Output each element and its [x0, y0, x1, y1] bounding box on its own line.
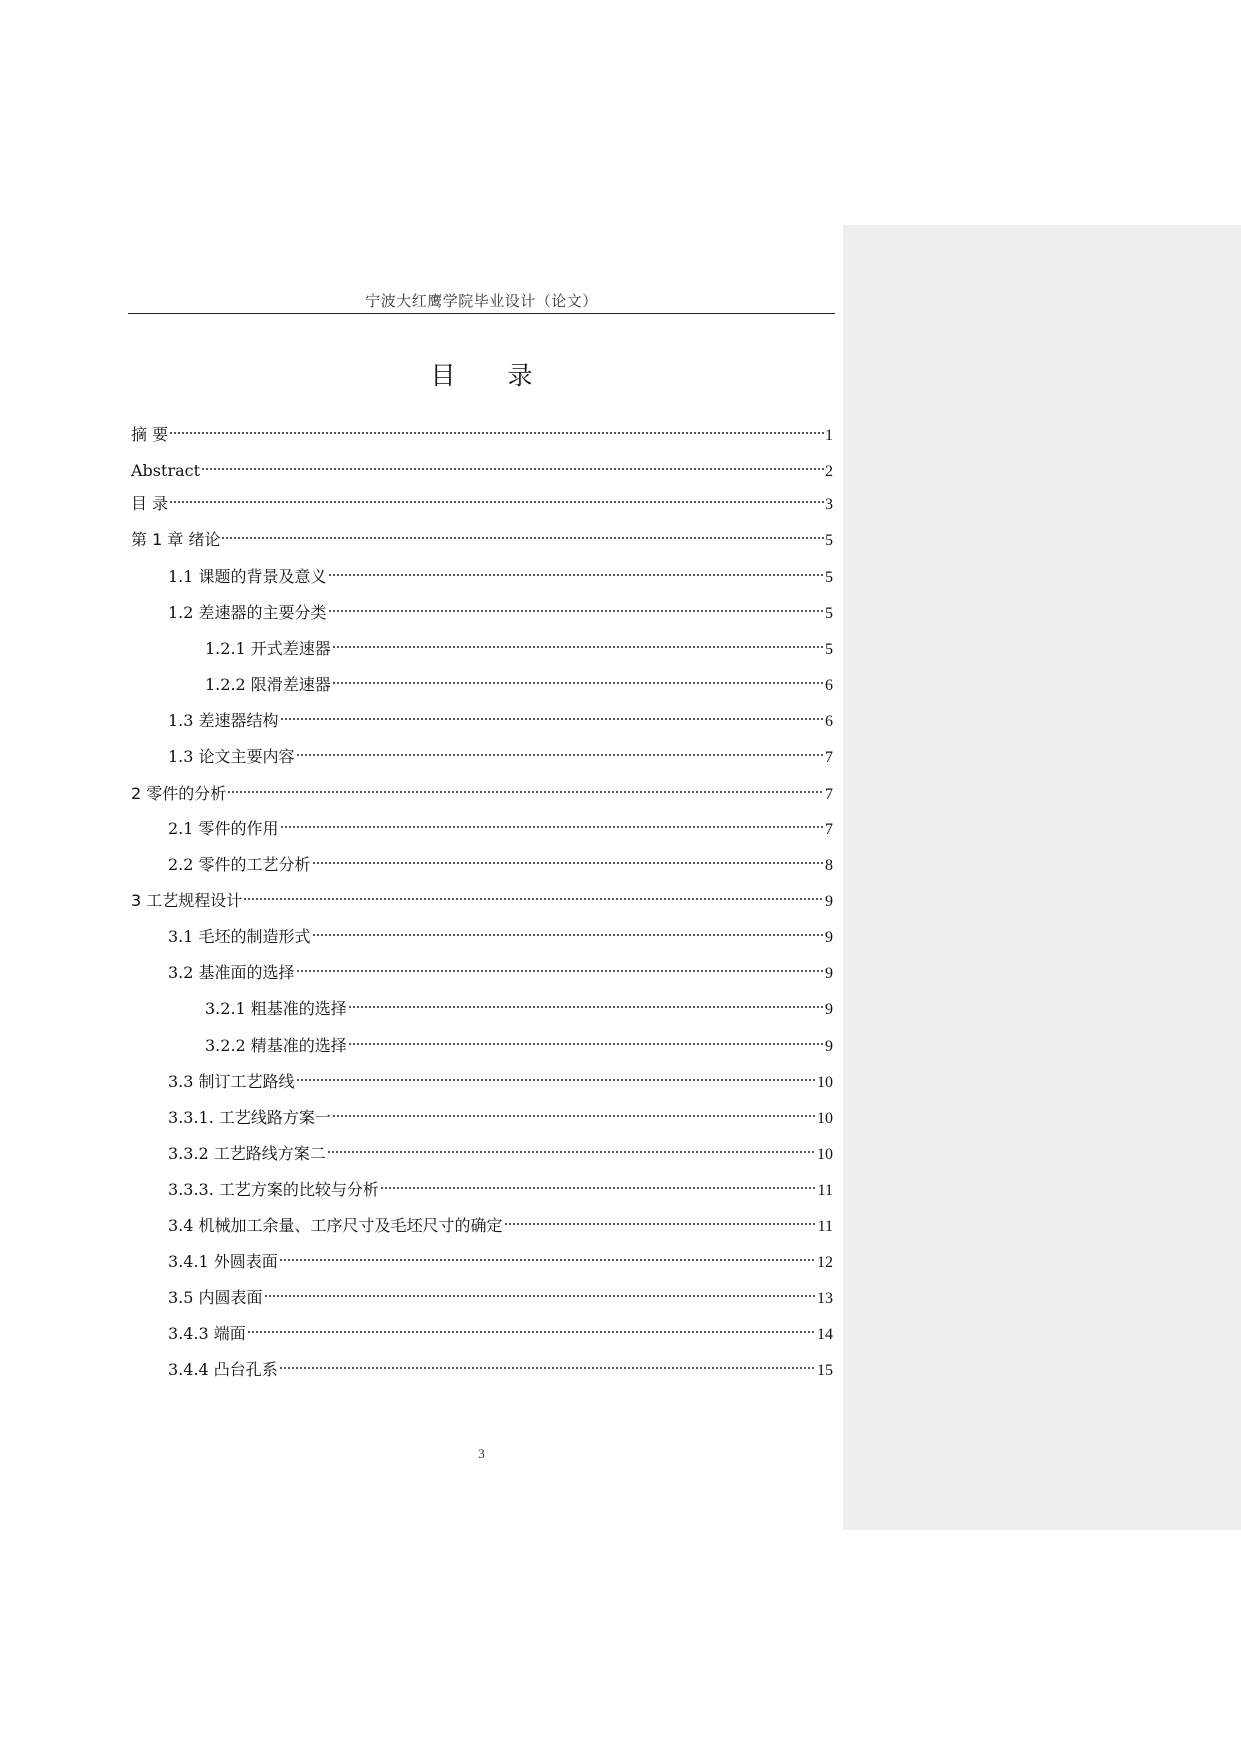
toc-entry-page: 5: [825, 605, 833, 622]
toc-leader: [243, 896, 824, 902]
toc-entry-1-3-content[interactable]: [168, 746, 833, 768]
toc-leader: [504, 1221, 817, 1227]
toc-leader: [169, 430, 824, 436]
toc-entry-1-3[interactable]: [168, 710, 833, 732]
toc-leader: [348, 1041, 824, 1047]
toc-leader: [296, 752, 824, 758]
toc-entry-label: 2 零件的分析: [131, 784, 227, 803]
toc-leader: [227, 789, 824, 795]
toc-leader: [279, 1365, 816, 1371]
toc-entry-3-3-1[interactable]: [168, 1107, 833, 1129]
toc-entry-1-1[interactable]: [168, 566, 833, 588]
toc-entry-3-3[interactable]: [168, 1071, 833, 1093]
toc-entry-label: 目 录: [131, 494, 169, 513]
toc-entry-1-2[interactable]: [168, 602, 833, 624]
toc-entry-label: 1.2.1 开式差速器: [205, 639, 331, 658]
toc-entry-label: 3.1 毛坯的制造形式: [168, 927, 311, 946]
toc-entry-page: 5: [825, 569, 833, 586]
toc-entry-label: 摘 要: [131, 425, 169, 444]
toc-entry-label: 3.2.1 粗基准的选择: [205, 999, 347, 1018]
toc-leader: [264, 1293, 816, 1299]
toc-entry-page: 11: [817, 1218, 833, 1235]
toc-entry-page: 11: [817, 1182, 833, 1199]
toc-entry-page: 14: [817, 1326, 833, 1343]
toc-entry-page: 6: [825, 677, 833, 694]
toc-entry-page: 5: [825, 641, 833, 658]
toc-entry-3-5[interactable]: [168, 1287, 833, 1309]
toc-entry-label: 1.2.2 限滑差速器: [205, 675, 331, 694]
toc-entry-page: 10: [817, 1146, 833, 1163]
toc-entry-page: 13: [817, 1290, 833, 1307]
toc-leader: [279, 1257, 816, 1263]
toc-entry-label: 3.3.2 工艺路线方案二: [168, 1144, 326, 1163]
toc-entry-label: 3.4 机械加工余量、工序尺寸及毛坯尺寸的确定: [168, 1216, 503, 1235]
toc-entry-3-4-4[interactable]: [168, 1359, 833, 1381]
toc-entry-label: 3.3 制订工艺路线: [168, 1072, 295, 1091]
toc-leader: [280, 716, 824, 722]
toc-entry-label: 3.3.3. 工艺方案的比较与分析: [168, 1180, 379, 1199]
header-title: 宁波大红鹰学院毕业设计（论文）: [365, 292, 598, 310]
toc-entry-page: 2: [825, 463, 833, 480]
toc-entry-1-2-1[interactable]: [205, 638, 833, 660]
toc-entry-page: 10: [817, 1074, 833, 1091]
toc-entry-page: 8: [825, 857, 833, 874]
toc-entry-label: 1.1 课题的背景及意义: [168, 567, 327, 586]
toc-leader: [327, 1149, 816, 1155]
toc-leader: [380, 1185, 817, 1191]
toc-leader: [296, 1077, 816, 1083]
toc-entry-3-3-2[interactable]: [168, 1143, 833, 1165]
toc-entry-page: 9: [825, 1001, 833, 1018]
toc-entry-page: 7: [825, 749, 833, 766]
toc-entry-3-3-3[interactable]: [168, 1179, 833, 1201]
toc-leader: [280, 824, 824, 830]
toc-entry-page: 12: [817, 1254, 833, 1271]
toc-title: 目 录: [430, 361, 555, 390]
toc-leader: [348, 1004, 824, 1010]
toc-entry-3-1[interactable]: [168, 926, 833, 948]
toc-leader: [328, 608, 824, 614]
toc-leader: [247, 1329, 816, 1335]
toc-leader: [201, 466, 824, 472]
toc-entry-label: 2.2 零件的工艺分析: [168, 855, 311, 874]
toc-leader: [332, 680, 824, 686]
toc-leader: [169, 499, 824, 505]
toc-entry-label: 3.3.1. 工艺线路方案一: [168, 1108, 331, 1127]
toc-entry-page: 3: [825, 496, 833, 513]
toc-entry-3-2[interactable]: [168, 962, 833, 984]
toc-entry-page: 9: [825, 929, 833, 946]
toc-entry-contents[interactable]: [131, 493, 833, 515]
toc-entry-page: 9: [825, 893, 833, 910]
toc-entry-page: 5: [825, 532, 833, 549]
toc-leader: [312, 860, 824, 866]
toc-leader: [328, 572, 824, 578]
toc-entry-3-2-2[interactable]: [205, 1035, 833, 1057]
toc-entry-label: Abstract: [131, 461, 201, 480]
toc-entry-page: 6: [825, 713, 833, 730]
toc-entry-3-4[interactable]: [168, 1215, 833, 1237]
toc-leader: [332, 644, 824, 650]
toc-entry-3-2-1[interactable]: [205, 998, 833, 1020]
toc-entry-label: 3.4.3 端面: [168, 1324, 246, 1343]
toc-entry-chapter-3[interactable]: [131, 890, 833, 912]
toc-entry-page: 9: [825, 965, 833, 982]
toc-entry-chapter-2[interactable]: [131, 783, 833, 805]
toc-entry-page: 1: [825, 427, 833, 444]
toc-entry-page: 15: [817, 1362, 833, 1379]
toc-entry-label: 3.2.2 精基准的选择: [205, 1036, 347, 1055]
page-number: 3: [478, 1446, 485, 1461]
toc-entry-page: 7: [825, 786, 833, 803]
toc-entry-2-1[interactable]: [168, 818, 833, 840]
toc-entry-label: 2.1 零件的作用: [168, 819, 279, 838]
toc-entry-chapter-1[interactable]: [131, 529, 833, 551]
toc-entry-page: 9: [825, 1038, 833, 1055]
toc-entry-page: 7: [825, 821, 833, 838]
toc-entry-label: 3.2 基准面的选择: [168, 963, 295, 982]
toc-entry-label: 1.3 差速器结构: [168, 711, 279, 730]
toc-entry-label: 3 工艺规程设计: [131, 891, 243, 910]
toc-entry-3-4-1[interactable]: [168, 1251, 833, 1273]
toc-entry-label: 1.2 差速器的主要分类: [168, 603, 327, 622]
toc-entry-2-2[interactable]: [168, 854, 833, 876]
toc-entry-3-4-3[interactable]: [168, 1323, 833, 1345]
toc-leader: [312, 932, 824, 938]
toc-leader: [221, 535, 824, 541]
toc-entry-1-2-2[interactable]: [205, 674, 833, 696]
toc-entry-abstract-cn[interactable]: [131, 424, 833, 446]
toc-leader: [332, 1113, 816, 1119]
toc-entry-label: 3.4.1 外圆表面: [168, 1252, 278, 1271]
toc-entry-label: 3.5 内圆表面: [168, 1288, 263, 1307]
toc-entry-page: 10: [817, 1110, 833, 1127]
toc-entry-abstract-en[interactable]: [131, 460, 833, 482]
toc-leader: [296, 968, 824, 974]
toc-entry-label: 第 1 章 绪论: [131, 530, 221, 549]
toc-entry-label: 3.4.4 凸台孔系: [168, 1360, 278, 1379]
toc-entry-label: 1.3 论文主要内容: [168, 747, 295, 766]
